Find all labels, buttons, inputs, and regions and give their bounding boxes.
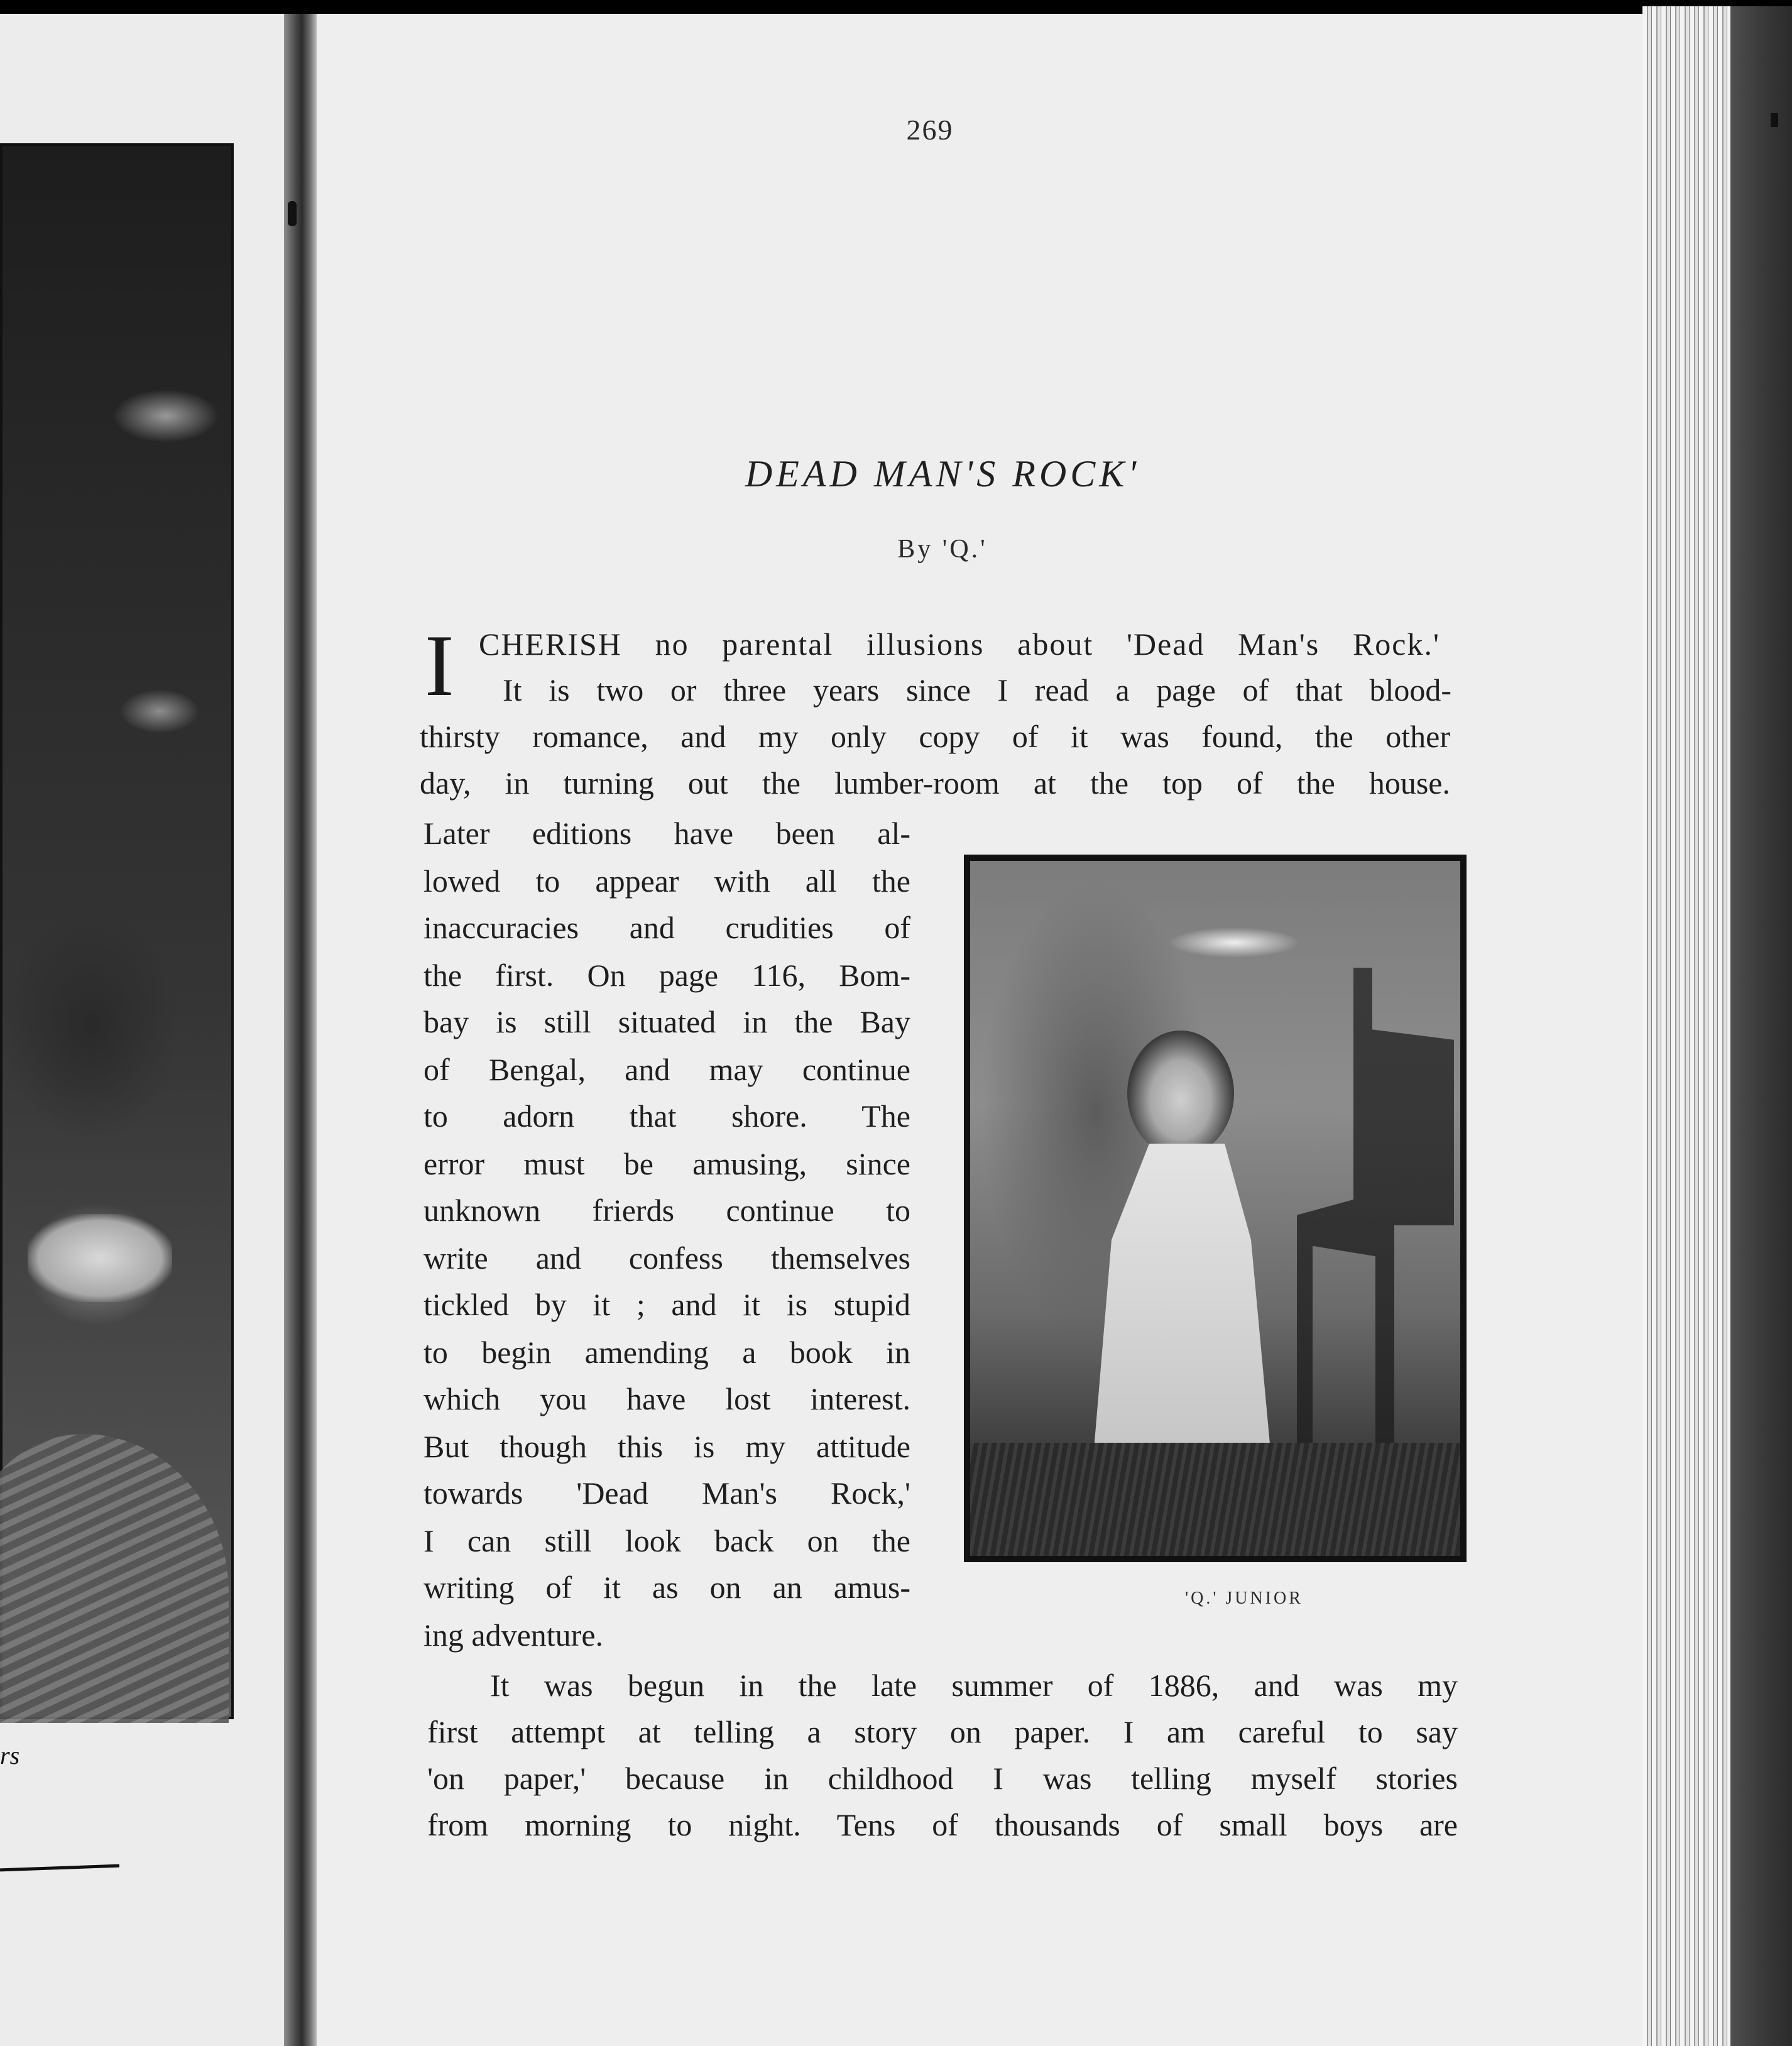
photo-chair bbox=[1297, 968, 1454, 1483]
column-line: which you have lost interest. bbox=[423, 1381, 910, 1416]
gutter-mark bbox=[288, 201, 297, 226]
scan-top-edge bbox=[0, 0, 1792, 14]
body-line: CHERISH no parental illusions about 'Dead Man's Rock.' bbox=[479, 626, 1440, 662]
portrait-tweed-knee bbox=[0, 1434, 229, 1723]
column-line: writing of it as on an amus- bbox=[423, 1570, 910, 1605]
book-gutter bbox=[284, 14, 317, 2046]
column-line: lowed to appear with all the bbox=[423, 863, 910, 899]
column-line: error must be amusing, since bbox=[423, 1146, 910, 1181]
photo-ground bbox=[970, 1443, 1460, 1556]
photo-child-head bbox=[1127, 1031, 1234, 1156]
article-byline: By 'Q.' bbox=[897, 535, 988, 564]
column-line: to begin amending a book in bbox=[423, 1335, 910, 1370]
page-number: 269 bbox=[906, 114, 954, 146]
column-line: ing adventure. bbox=[423, 1617, 604, 1653]
body-line: first attempt at telling a story on paper. I am careful to say bbox=[427, 1714, 1458, 1749]
column-line: the first. On page 116, Bom- bbox=[423, 958, 910, 993]
body-line: from morning to night. Tens of thousands of small boys are bbox=[427, 1807, 1458, 1842]
facing-page-caption-fragment: rs bbox=[0, 1741, 20, 1770]
facing-page-signature bbox=[0, 1788, 163, 1851]
column-line: I can still look back on the bbox=[423, 1523, 910, 1558]
article-title: DEAD MAN'S ROCK' bbox=[745, 453, 1140, 495]
portrait-hand bbox=[28, 1214, 172, 1302]
column-line: inaccuracies and crudities of bbox=[423, 910, 910, 945]
book-page-edges bbox=[1642, 6, 1730, 2046]
body-line: thirsty romance, and my only copy of it was found, the other bbox=[420, 719, 1450, 754]
column-line: write and confess themselves bbox=[423, 1240, 910, 1276]
column-line: to adorn that shore. The bbox=[423, 1098, 910, 1134]
column-line: towards 'Dead Man's Rock,' bbox=[423, 1475, 910, 1511]
cover-mark bbox=[1771, 113, 1778, 127]
body-line: It is two or three years since I read a page of that blood- bbox=[503, 672, 1451, 708]
column-line: Later editions have been al- bbox=[423, 816, 910, 851]
photo-child-dress bbox=[1093, 1144, 1281, 1464]
body-line: day, in turning out the lumber-room at the top of the house. bbox=[420, 765, 1450, 801]
column-line: of Bengal, and may continue bbox=[423, 1052, 910, 1087]
column-line: But though this is my attitude bbox=[423, 1429, 910, 1464]
column-line: unknown frierds continue to bbox=[423, 1193, 910, 1228]
column-line: tickled by it ; and it is stupid bbox=[423, 1287, 910, 1322]
column-line: bay is still situated in the Bay bbox=[423, 1004, 910, 1039]
photo-child-in-dress bbox=[970, 861, 1460, 1556]
inset-photograph bbox=[964, 855, 1467, 1562]
drop-cap: I bbox=[425, 617, 454, 714]
body-line: It was begun in the late summer of 1886, and was my bbox=[490, 1668, 1458, 1703]
book-cover-edge bbox=[1730, 6, 1792, 2046]
body-line: 'on paper,' because in childhood I was telling myself stories bbox=[427, 1761, 1458, 1796]
photo-caption: 'Q.' JUNIOR bbox=[1185, 1589, 1303, 1608]
facing-page-portrait bbox=[0, 143, 234, 1719]
